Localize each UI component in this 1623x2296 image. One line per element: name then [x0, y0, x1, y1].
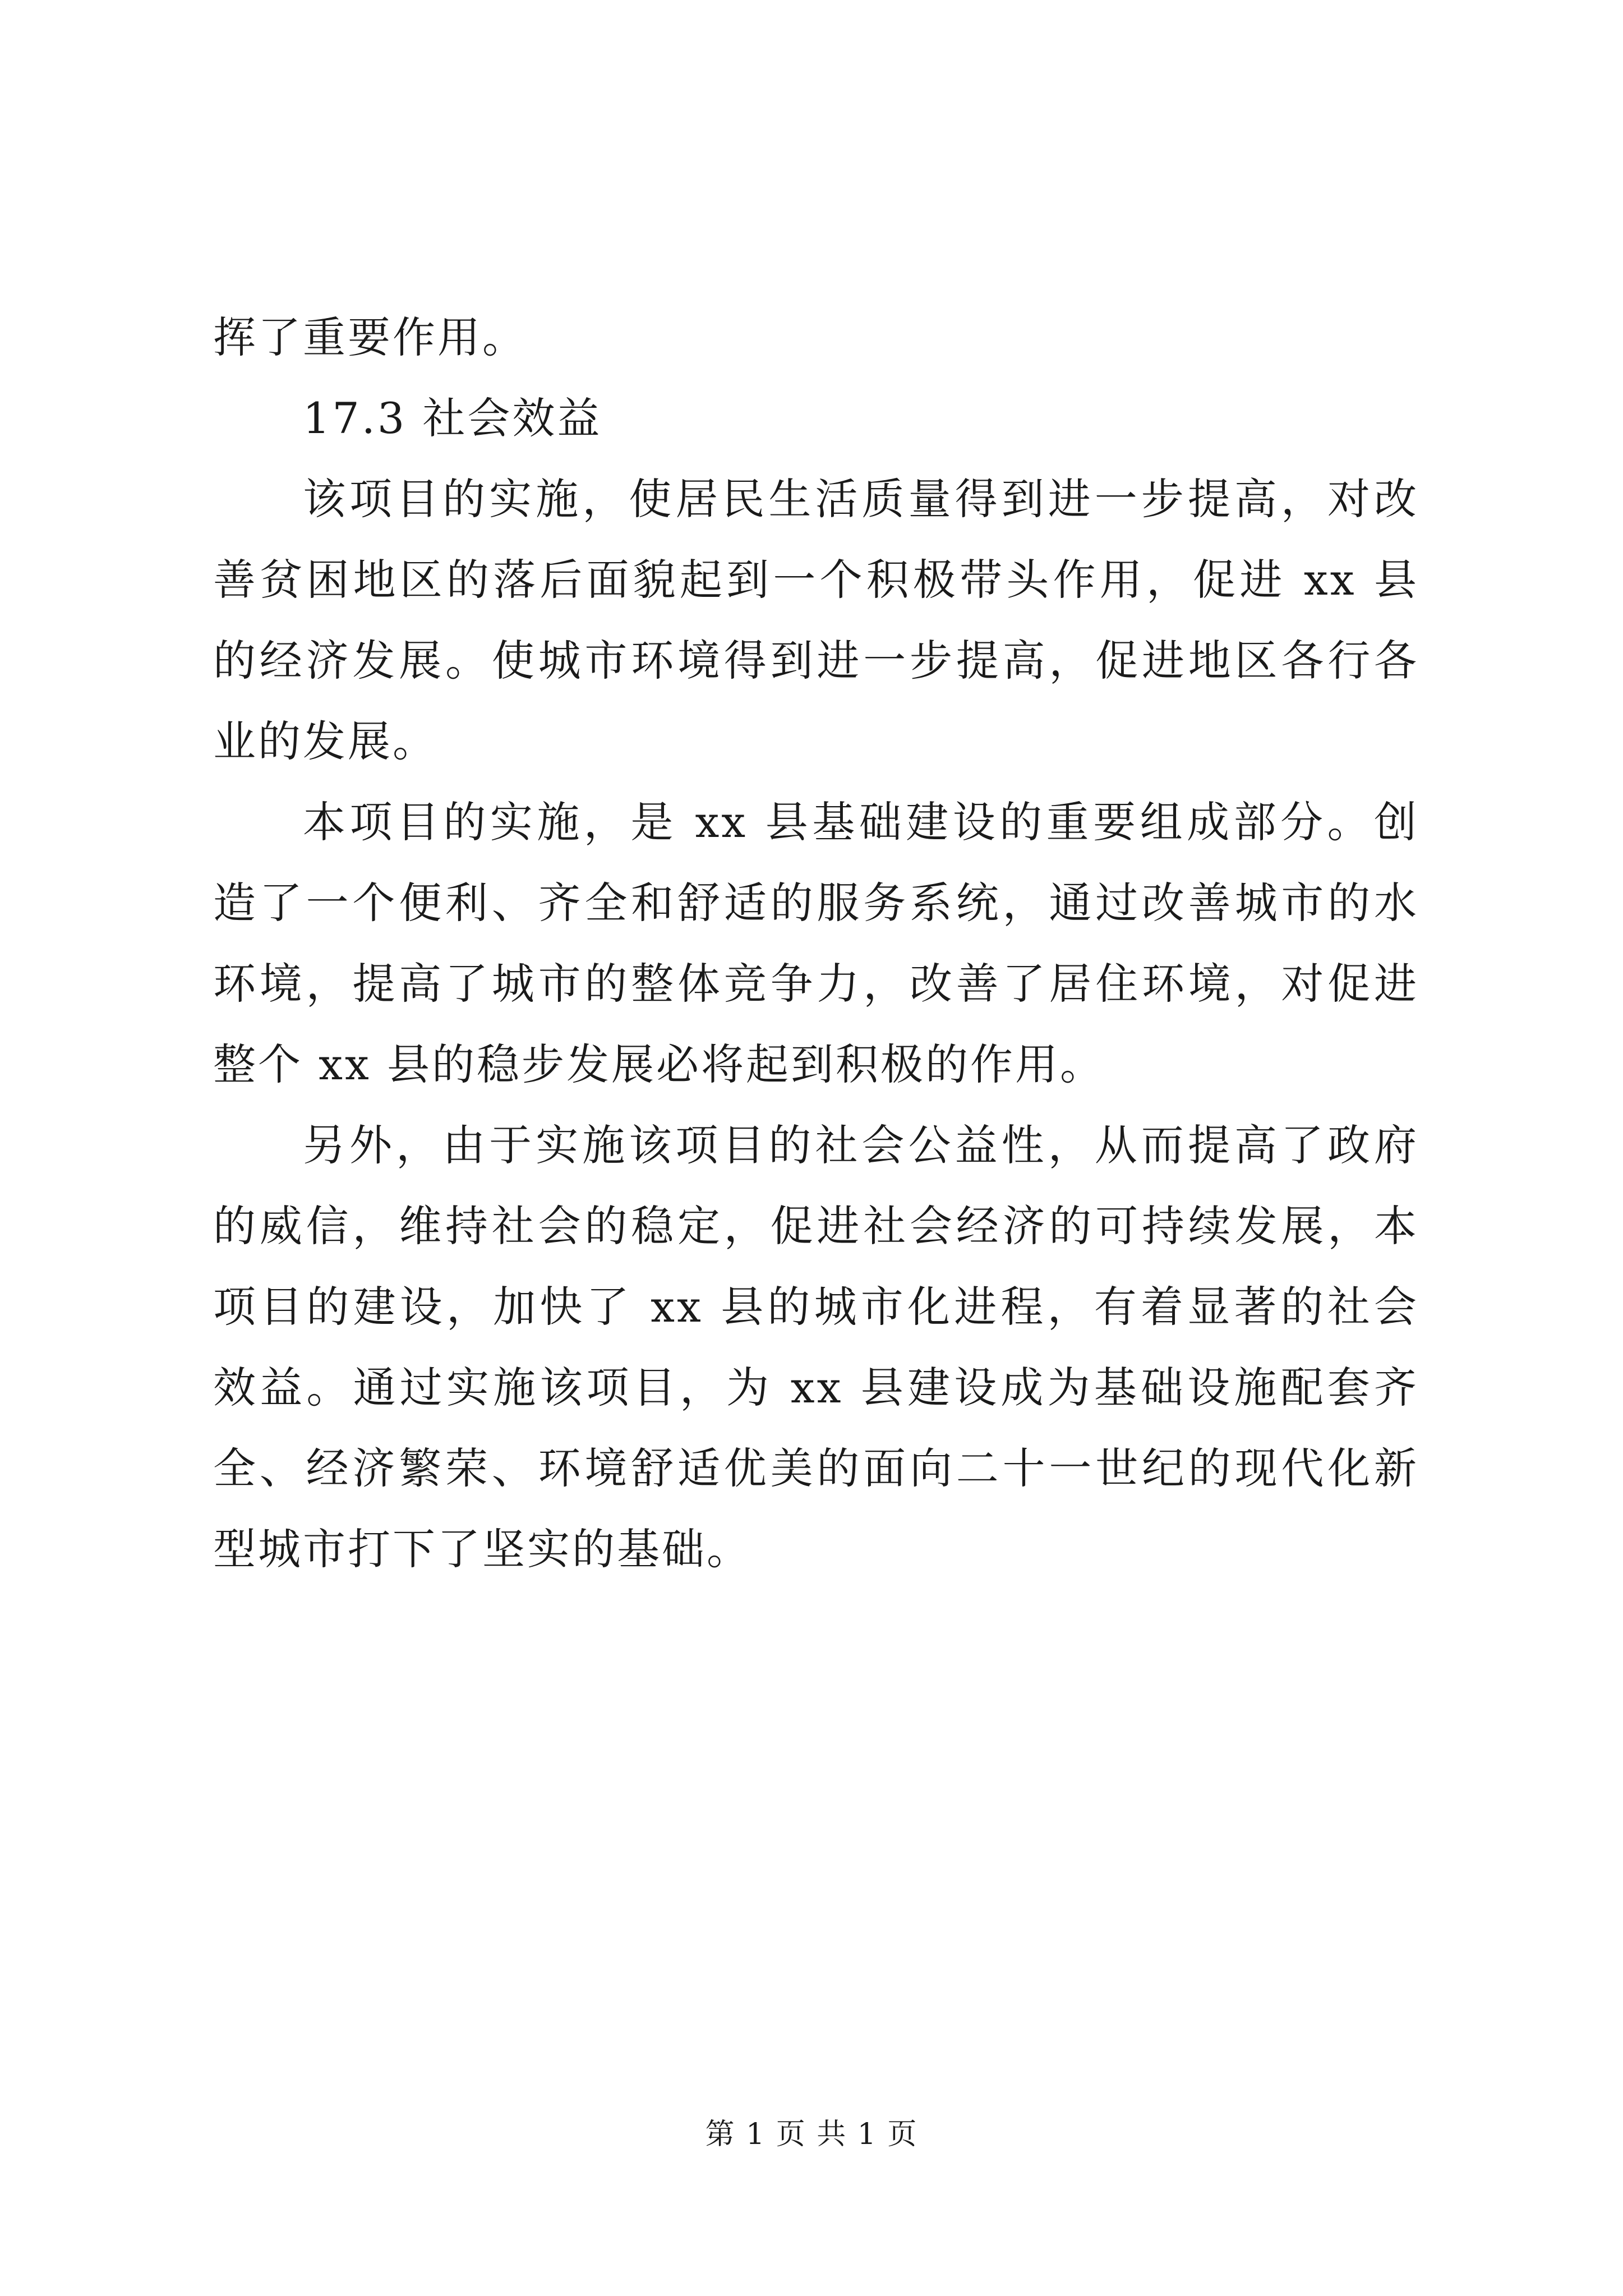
paragraph: 该项目的实施，使居民生活质量得到进一步提高，对改善贫困地区的落后面貌起到一个积极带头作用，促进 xx 县的经济发展。使城市环境得到进一步提高，促进地区各行各业的发展。 — [213, 474, 1419, 766]
paragraph-continuation: 挥了重要作用。 — [213, 312, 527, 362]
page-number-footer: 第 1 页 共 1 页 — [705, 2118, 918, 2151]
document-body — [213, 297, 1419, 1590]
section-heading: 17.3 社会效益 — [303, 393, 602, 443]
paragraph: 本项目的实施，是 xx 县基础建设的重要组成部分。创造了一个便利、齐全和舒适的服务系统，通过改善城市的水环境，提高了城市的整体竞争力，改善了居住环境，对促进整个 xx 县的稳步发展必将起到积极的作用。 — [213, 797, 1419, 1089]
paragraph: 另外，由于实施该项目的社会公益性，从而提高了政府的威信，维持社会的稳定，促进社会经济的可持续发展，本项目的建设，加快了 xx 县的城市化进程，有着显著的社会效益。通过实施该项目，为 xx 县建设成为基础设施配套齐全、经济繁荣、环境舒适优美的面向二十一世纪的现代化新型城市打下了坚实的基础。 — [213, 1120, 1419, 1574]
